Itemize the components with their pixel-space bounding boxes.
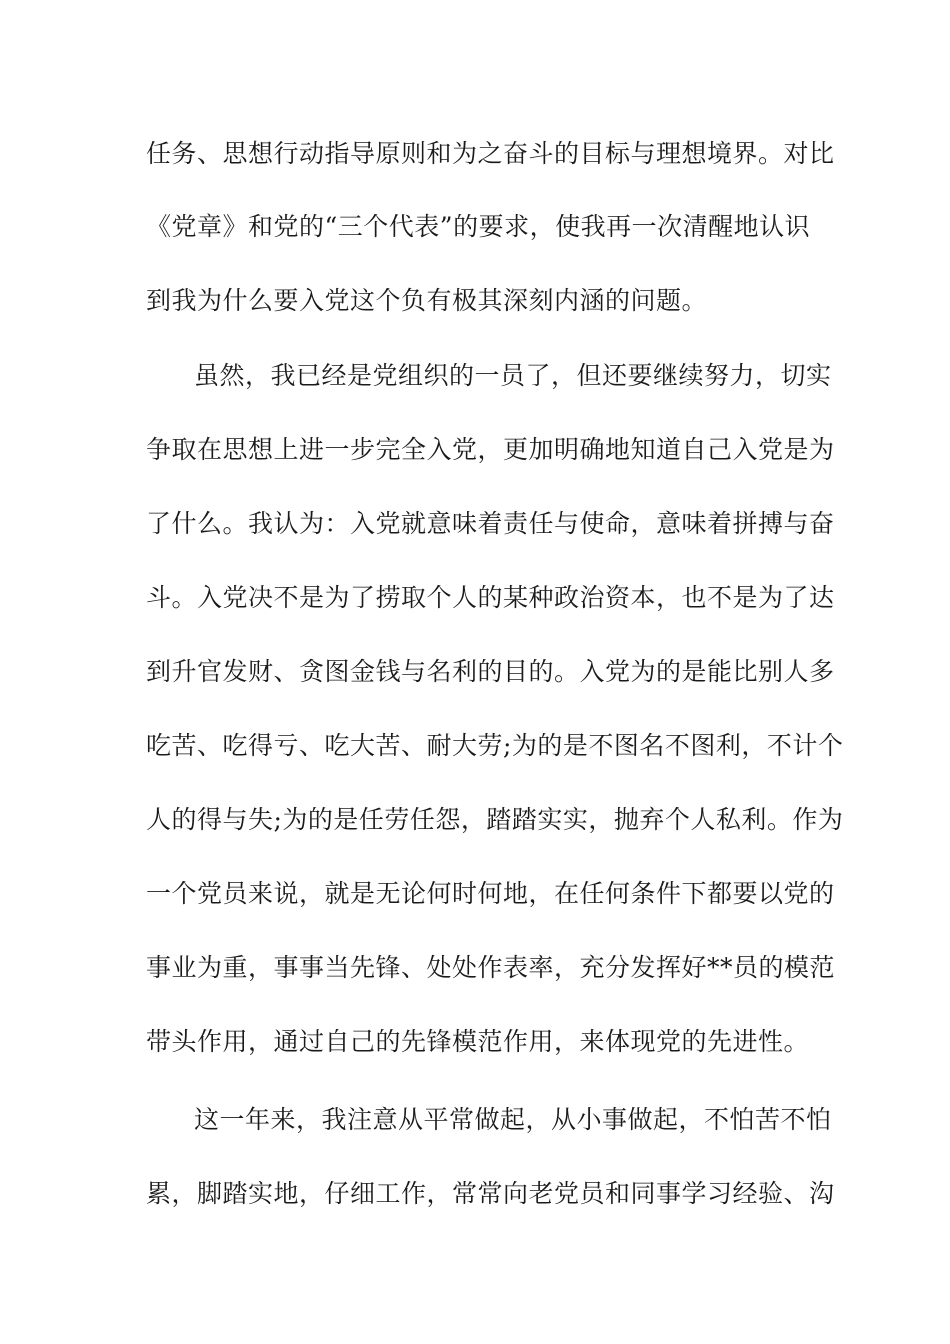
text-line: 争取在思想上进一步完全入党，更加明确地知道自己入党是为 — [146, 435, 835, 464]
paragraph-first-line: 虽然，我已经是党组织的一员了，但还要继续努力，切实 — [194, 361, 832, 390]
text-line: 带头作用，通过自己的先锋模范作用，来体现党的先进性。 — [146, 1027, 810, 1056]
text-line: 一个党员来说，就是无论何时何地，在任何条件下都要以党的 — [146, 879, 835, 908]
text-line: 人的得与失;为的是任劳任怨，踏踏实实，抛弃个人私利。作为 — [146, 805, 844, 834]
text-line: 到我为什么要入党这个负有极其深刻内涵的问题。 — [146, 286, 708, 315]
text-line: 事业为重，事事当先锋、处处作表率，充分发挥好**员的模范 — [146, 953, 836, 982]
text-line: 了什么。我认为：入党就意味着责任与使命，意味着拼搏与奋 — [146, 509, 835, 538]
text-line: 斗。入党决不是为了捞取个人的某种政治资本，也不是为了达 — [146, 583, 835, 612]
text-line: 《党章》和党的“三个代表”的要求，使我再一次清醒地认识 — [146, 212, 811, 241]
text-line: 吃苦、吃得亏、吃大苦、耐大劳;为的是不图名不图利，不计个 — [146, 731, 844, 760]
text-line: 累，脚踏实地，仔细工作，常常向老党员和同事学习经验、沟 — [146, 1179, 835, 1208]
text-line: 任务、思想行动指导原则和为之奋斗的目标与理想境界。对比 — [146, 139, 835, 168]
paragraph-first-line: 这一年来，我注意从平常做起，从小事做起，不怕苦不怕 — [194, 1105, 832, 1134]
text-line: 到升官发财、贪图金钱与名利的目的。入党为的是能比别人多 — [146, 657, 835, 686]
